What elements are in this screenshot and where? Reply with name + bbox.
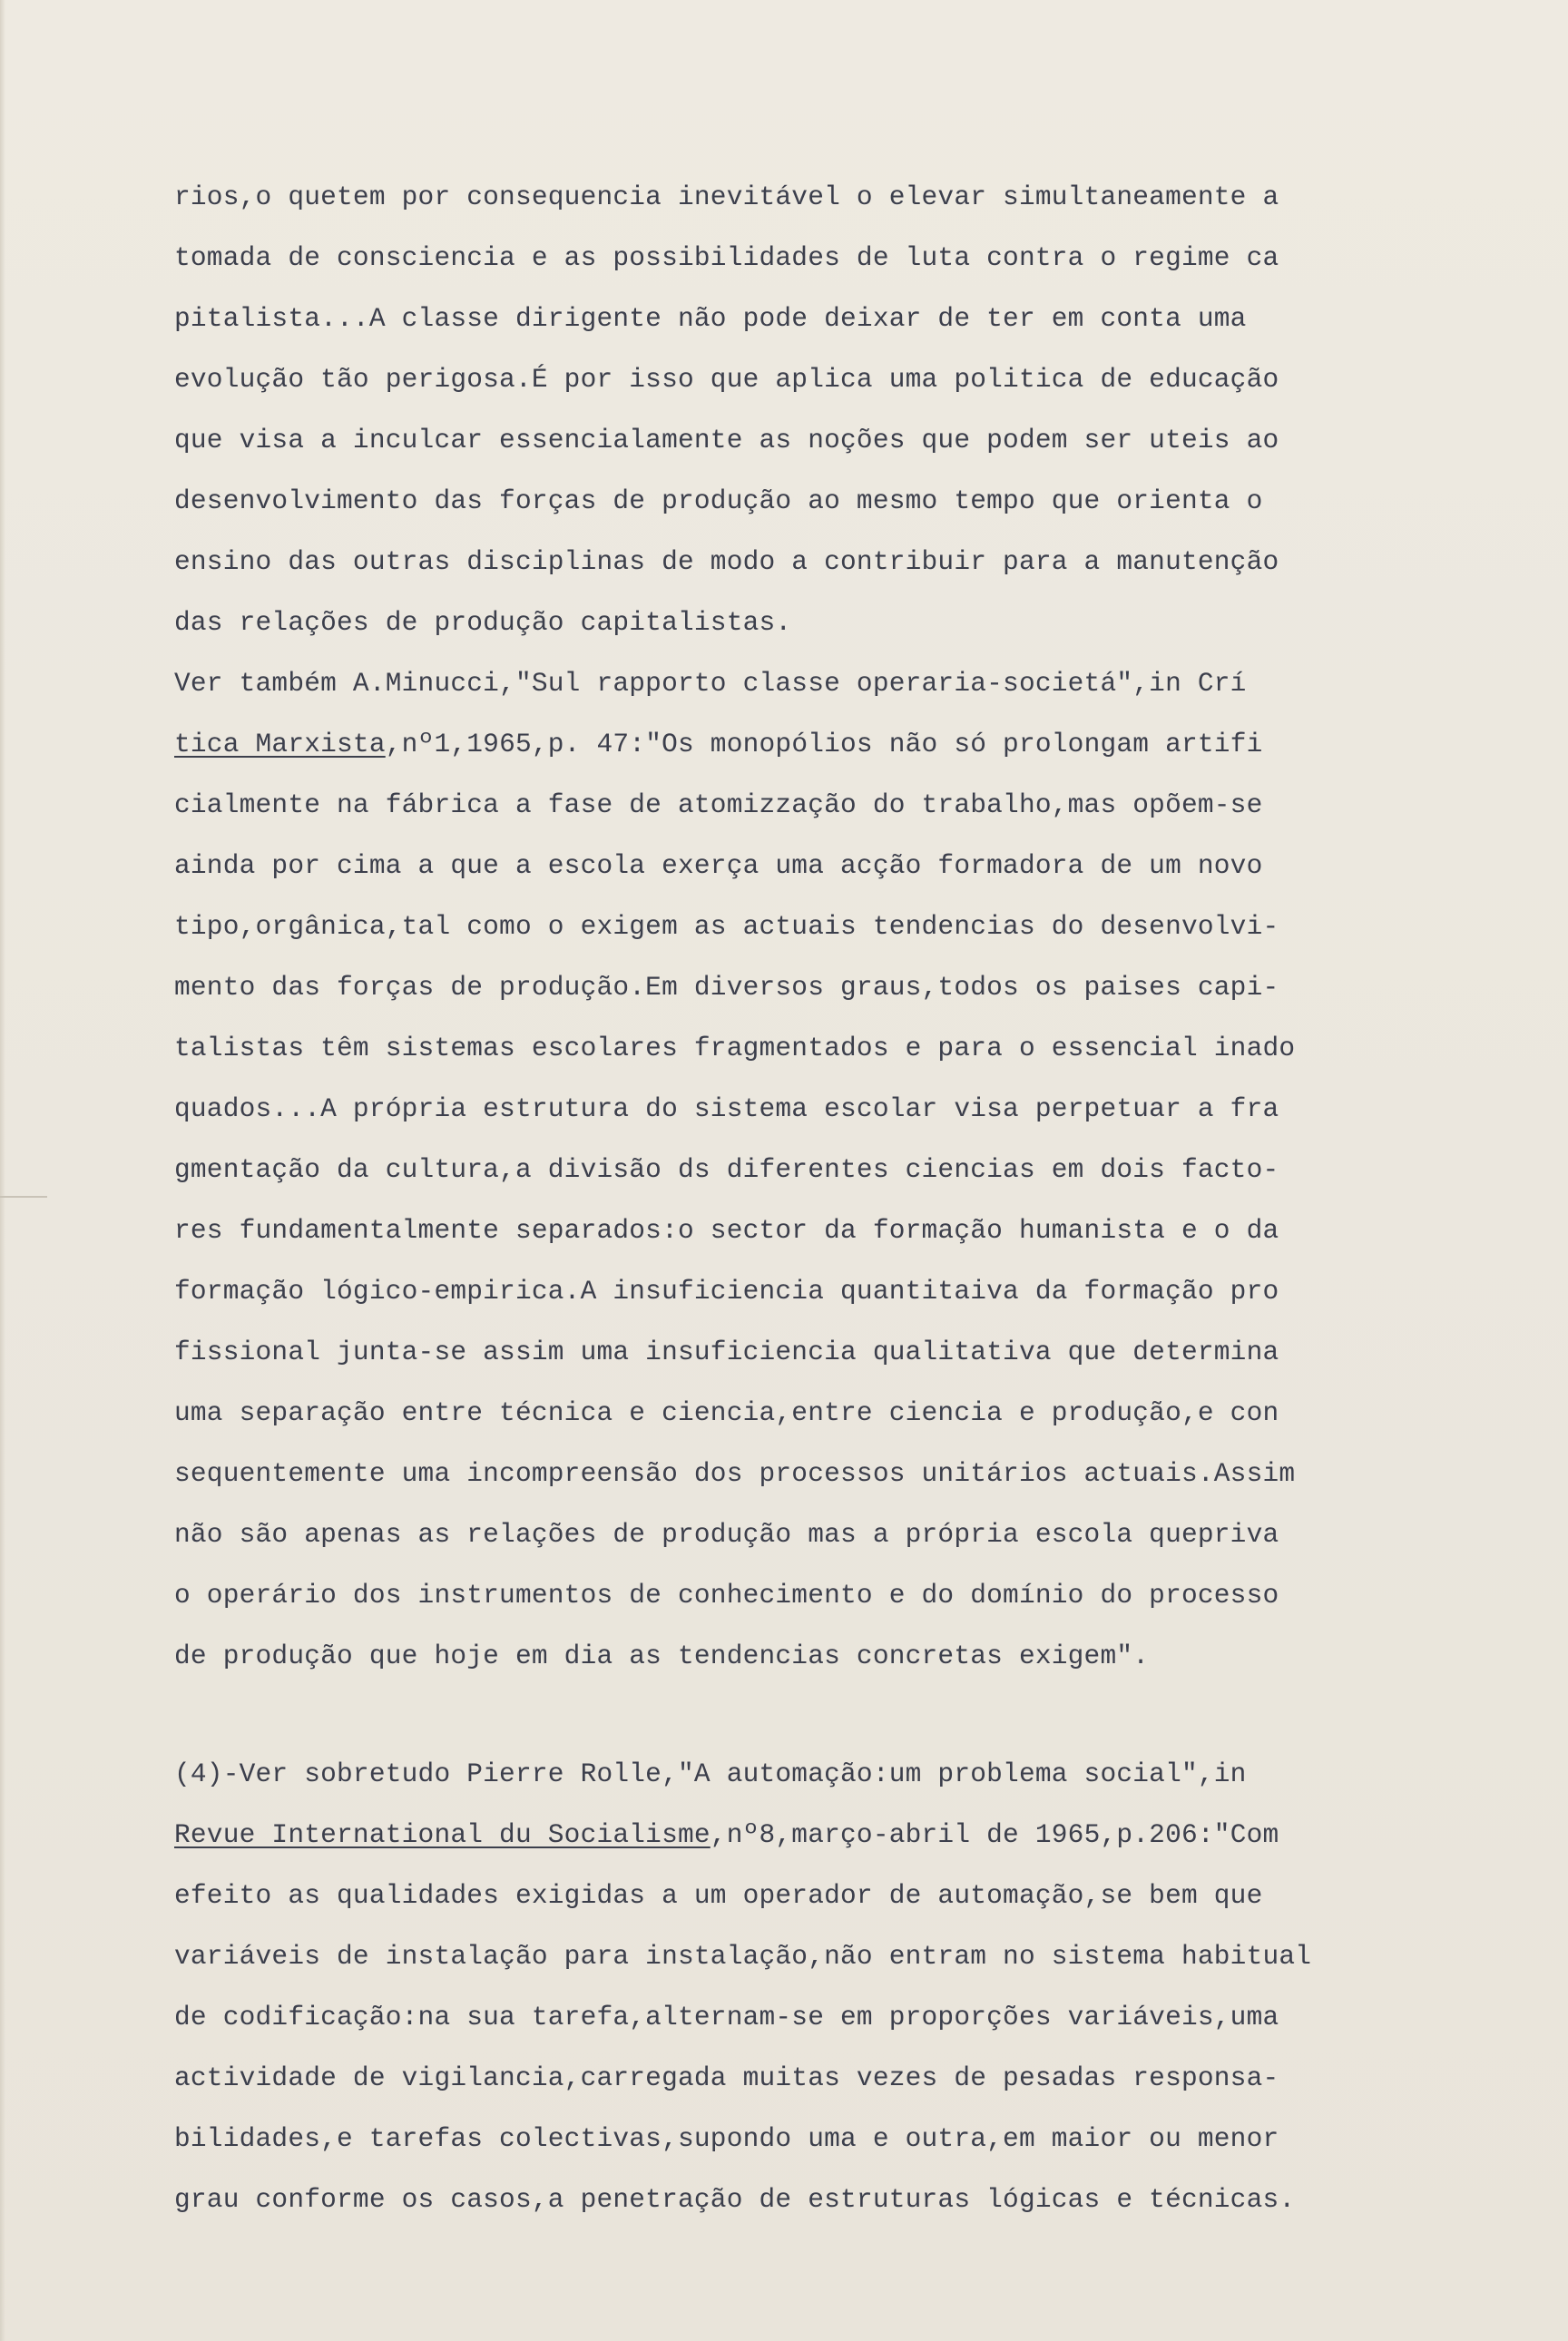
text-line-post: ,nº1,1965,p. 47:"Os monopólios não só prolongam artifi <box>385 729 1263 759</box>
text-line: evolução tão perigosa.É por isso que aplica uma politica de educação <box>174 364 1279 395</box>
text-line: uma separação entre técnica e ciencia,entre ciencia e produção,e con <box>174 1397 1279 1428</box>
footnote-line <box>174 1805 1463 1866</box>
text-line: pitalista...A classe dirigente não pode deixar de ter em conta uma <box>174 303 1247 334</box>
footnote-line: de codificação:na sua tarefa,alternam-se em proporções variáveis,uma <box>174 2002 1279 2032</box>
text-line: desenvolvimento das forças de produção ao mesmo tempo que orienta o <box>174 485 1263 516</box>
footnote-line: actividade de vigilancia,carregada muitas vezes de pesadas responsa- <box>174 2062 1279 2093</box>
footnote-line: bilidades,e tarefas colectivas,supondo uma e outra,em maior ou menor <box>174 2123 1279 2154</box>
text-line-post: ,nº8,março-abril de 1965,p.206:"Com <box>710 1819 1279 1850</box>
text-line: o operário dos instrumentos de conhecimento e do domínio do processo <box>174 1580 1279 1611</box>
text-line: que visa a inculcar essencialamente as noções que podem ser uteis ao <box>174 425 1279 455</box>
text-line: tomada de consciencia e as possibilidades de luta contra o regime ca <box>174 242 1279 273</box>
footnote-line: variáveis de instalação para instalação,não entram no sistema habitual <box>174 1941 1312 1972</box>
text-line: de produção que hoje em dia as tendencias concretas exigem". <box>174 1641 1150 1671</box>
text-line: ainda por cima a que a escola exerça uma acção formadora de um novo <box>174 850 1263 881</box>
text-line: quados...A própria estrutura do sistema escolar visa perpetuar a fra <box>174 1093 1279 1124</box>
fold-mark <box>0 1196 47 1198</box>
text-line: sequentemente uma incompreensão dos processos unitários actuais.Assim <box>174 1458 1296 1489</box>
text-line: tipo,orgânica,tal como o exigem as actuais tendencias do desenvolvi- <box>174 911 1279 942</box>
text-line: ensino das outras disciplinas de modo a contribuir para a manutenção <box>174 546 1279 577</box>
text-line <box>174 714 1463 775</box>
text-line: das relações de produção capitalistas. <box>174 607 792 638</box>
text-line: mento das forças de produção.Em diversos graus,todos os paises capi- <box>174 972 1279 1003</box>
footnote-line: efeito as qualidades exigidas a um operador de automação,se bem que <box>174 1880 1263 1911</box>
text-line: rios,o quetem por consequencia inevitável o elevar simultaneamente a <box>174 181 1279 212</box>
text-line: não são apenas as relações de produção mas a própria escola queprivа <box>174 1519 1279 1550</box>
footnote-line: grau conforme os casos,a penetração de estruturas lógicas e técnicas. <box>174 2184 1296 2215</box>
paper-edge-shadow <box>0 0 5 2341</box>
text-line: fissional junta-se assim uma insuficiencia qualitativa que determina <box>174 1337 1279 1367</box>
text-line: gmentação da cultura,a divisão ds diferentes ciencias em dois facto- <box>174 1154 1279 1185</box>
main-text-block <box>174 167 1463 1687</box>
footnote-block <box>174 1744 1463 2230</box>
journal-title-revue-international: Revue International du Socialisme <box>174 1819 710 1850</box>
footnote-line: (4)-Ver sobretudo Pierre Rolle,"A automação:um problema social",in <box>174 1758 1247 1789</box>
text-line: talistas têm sistemas escolares fragmentados e para o essencial inado <box>174 1033 1296 1063</box>
text-line: cialmente na fábrica a fase de atomizzação do trabalho,mas opõem-se <box>174 789 1263 820</box>
text-line: Ver também A.Minucci,"Sul rapporto classe operaria-societá",in Crí <box>174 668 1247 699</box>
text-line: formação lógico-empirica.A insuficiencia quantitaiva da formação pro <box>174 1276 1279 1307</box>
text-line: res fundamentalmente separados:o sector da formação humanista e o da <box>174 1215 1279 1246</box>
journal-title-critica-marxista: tica Marxista <box>174 729 386 759</box>
